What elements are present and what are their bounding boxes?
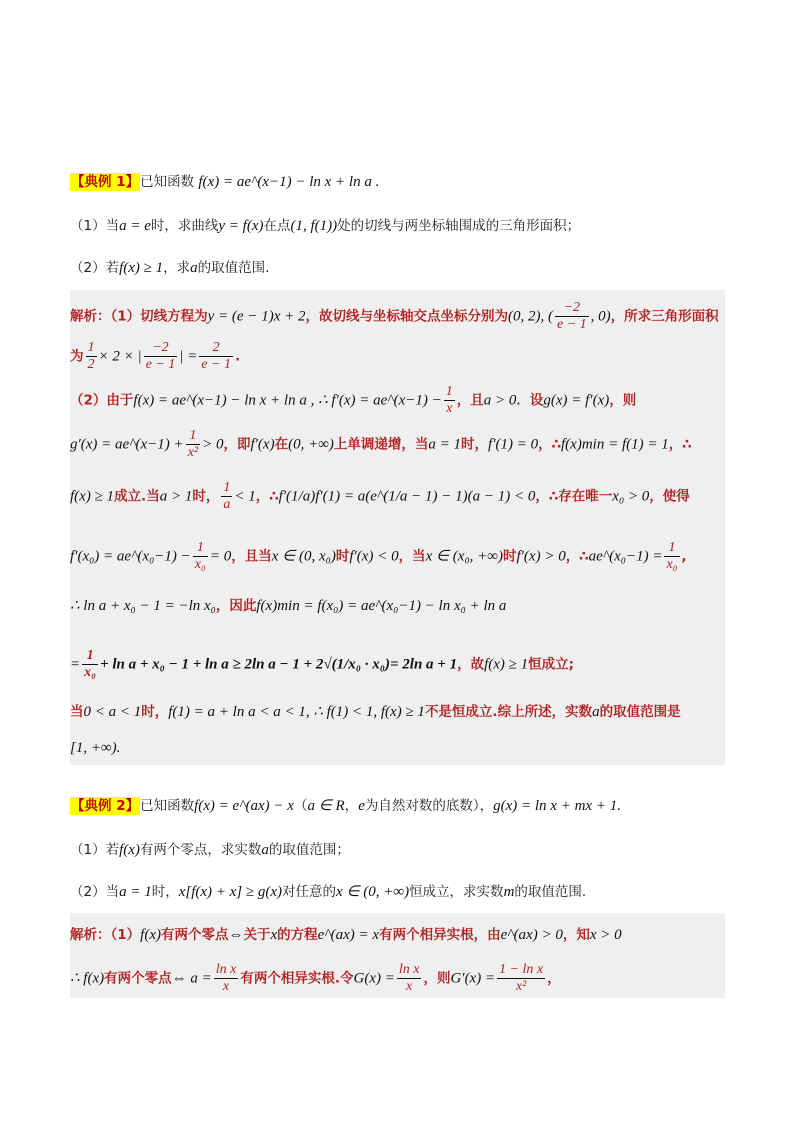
a-between: 0 < a < 1 <box>83 704 142 720</box>
q2-condition: f(x) ≥ 1 <box>119 260 164 276</box>
inequality: x[f(x) + x] ≥ g(x) <box>178 884 283 900</box>
numerator: ln x <box>215 962 237 977</box>
q2-variable: a <box>190 260 198 276</box>
denominator: x <box>222 979 230 994</box>
sol1-text: ，∴ <box>538 436 561 453</box>
exp-positive: e^(ax) > 0 <box>500 927 563 943</box>
sol1-text: ，且当 <box>231 548 272 565</box>
intercept-points-end: , 0) <box>590 308 611 325</box>
final-range: [1, +∞). <box>70 740 121 756</box>
q1-text: 时，求曲线 <box>150 218 219 234</box>
numerator: 1 <box>186 428 200 445</box>
sol2-text: 有两个相异实根.令 <box>240 970 354 987</box>
x-positive: x > 0 <box>589 927 622 943</box>
exp-equation: e^(ax) = x <box>317 927 380 943</box>
sol2-text: 的方程 <box>277 927 318 943</box>
numerator: ln x <box>398 962 420 977</box>
q2-text: 的取值范围. <box>197 260 270 276</box>
a-positive: a > 0 <box>483 392 517 409</box>
comma: ， <box>344 798 359 814</box>
sol1-l2-prefix: 为 <box>70 348 84 365</box>
sol2-text: 关于 <box>243 927 271 943</box>
sol1-text: ，∴存在唯一 <box>535 488 613 505</box>
sol1-text: 时 <box>502 548 517 565</box>
denominator: e − 1 <box>201 357 231 372</box>
result: ae^(x₀−1) = <box>588 548 663 565</box>
sol1-line-5 <box>70 480 725 513</box>
f-prime-x0: f′(x₀) = ae^(x₀−1) − <box>70 548 191 565</box>
example-2-question-2 <box>70 882 725 902</box>
f-prime: f′(x) <box>250 436 275 453</box>
denominator: x² <box>187 445 199 460</box>
example-2-question-1 <box>70 840 725 860</box>
q1-text: 处的切线与两坐标轴围成的三角形面积； <box>337 218 581 234</box>
sol2-text: 有两个零点 <box>104 970 172 987</box>
interval-1: x ∈ (0, x₀) <box>271 548 336 565</box>
fraction-lnx-over-x <box>397 962 422 995</box>
sol2-text: ，则 <box>423 970 451 987</box>
sol1-text: 恒成立; <box>528 656 575 673</box>
q2-prefix: （2）若 <box>70 260 120 276</box>
area-equals: | = <box>179 348 198 365</box>
variable-a: a <box>261 842 269 858</box>
q1-condition: a = e <box>119 218 151 234</box>
G-prime: G′(x) = <box>450 970 496 987</box>
numerator: −2 <box>144 340 178 357</box>
equals-zero: = 0 <box>209 548 232 565</box>
sol1-text: ，使得 <box>649 488 690 505</box>
f-min-x0: f(x)min = f(x₀) = ae^(x₀−1) − ln x₀ + ln a <box>256 598 507 614</box>
am-gm-result: = 2ln a + 1 <box>389 656 458 673</box>
a-equals-1: a = 1 <box>119 884 152 900</box>
a-equals-1: a = 1 <box>428 436 462 453</box>
fraction-1-over-x0 <box>82 648 98 681</box>
sol1-line-8 <box>70 648 725 681</box>
sol1-line-4 <box>70 428 725 461</box>
sol1-line-7 <box>70 596 725 616</box>
example-1-title <box>70 172 725 192</box>
sol2-text: 有两个零点 <box>160 927 229 943</box>
x-interval: x ∈ (0, +∞) <box>336 884 410 900</box>
product-inequality: f′(1/a)f′(1) = a(e^(1/a − 1) − 1)(a − 1) < 0 <box>278 488 536 505</box>
sol1-text: ，且 <box>456 392 484 409</box>
sol1-line-3 <box>70 384 725 417</box>
fraction-1-minus-lnx-over-x2 <box>497 962 545 995</box>
equals: = <box>70 656 81 673</box>
sol1-text: 时， <box>192 488 220 505</box>
denominator: x² <box>515 979 527 994</box>
sol2-line-2 <box>70 962 725 995</box>
log-equation: ∴ ln a + x₀ − 1 = −ln x₀ <box>70 598 216 614</box>
sol1-line-10 <box>70 738 725 758</box>
variable-x: x <box>270 927 278 943</box>
sol2-text: ， <box>547 970 561 987</box>
fraction-1-over-x <box>444 384 455 417</box>
denominator: x₀ <box>194 557 206 572</box>
sol1-part: （1）切线方程为 <box>110 308 208 325</box>
fraction-1-over-a <box>221 480 232 513</box>
q1-text: 有两个零点，求实数 <box>139 842 262 858</box>
numerator: 1 <box>82 648 98 665</box>
sol1-text: 上单调递增，当 <box>333 436 429 453</box>
sol1-text: 不是恒成立.综上所述，实数 <box>424 704 593 720</box>
x0-positive: x₀ > 0 <box>612 488 650 505</box>
variable-a: a <box>592 704 600 720</box>
f-prime-1: f′(1) = 0 <box>488 436 539 453</box>
square-root-expression: √(1/x₀ · x₀) <box>323 656 390 673</box>
fraction-1-over-x2 <box>186 428 200 461</box>
q1-point: (1, f(1)) <box>290 218 338 234</box>
q2-end: 的取值范围. <box>514 884 587 900</box>
g-derivative: g′(x) = ae^(x−1) + <box>70 436 184 453</box>
numerator: 1 − ln x <box>499 962 544 977</box>
sol1-line-2: 为 $\frac{1}{2}$ × 2 × | $\frac{-2}{e - 1}$ | = $\frac{2}{e - 1}$ . <box>70 340 241 372</box>
numerator: 1 <box>445 384 453 399</box>
am-gm-expression: + ln a + x₀ − 1 + ln a ≥ 2ln a − 1 + 2 <box>100 656 324 673</box>
tangent-equation: y = (e − 1)x + 2 <box>207 308 306 325</box>
variable-m: m <box>503 884 515 900</box>
iff-a-equals: ⇔ a = <box>171 970 212 987</box>
f-of-x: f(x) <box>140 927 161 943</box>
example-2-title <box>70 796 725 816</box>
sol2-line-1 <box>70 925 725 945</box>
sol1-text: 在 <box>274 436 289 453</box>
paren-text: 为自然对数的底数）， <box>364 798 494 814</box>
q1-curve: y = f(x) <box>218 218 264 234</box>
q1-prefix: （1）若 <box>70 842 120 858</box>
greater-than-zero: > 0 <box>202 436 224 453</box>
q2-prefix: （2）当 <box>70 884 120 900</box>
sol1-text: 成立.当 <box>114 488 160 505</box>
sol1-text: ．设 <box>516 392 544 409</box>
sol1-text: ，∴ <box>255 488 279 505</box>
area-expression: × 2 × | <box>98 348 142 365</box>
sol1-part-2: （2）由于 <box>70 392 134 409</box>
fraction-neg2-over-e-minus-1 <box>555 300 589 333</box>
sol2-text: ，知 <box>562 927 590 943</box>
sol1-text: 时， <box>141 704 169 720</box>
sol1-text: 的取值范围是 <box>599 704 681 720</box>
denominator: x <box>446 401 453 416</box>
interval-2: x ∈ (x₀, +∞) <box>425 548 503 565</box>
q1-end: 的取值范围； <box>268 842 350 858</box>
sol1-text: ，∴ <box>668 436 692 453</box>
sol2-part: （1） <box>110 927 141 943</box>
sol1-text: ，当 <box>398 548 426 565</box>
q2-text: 时， <box>151 884 179 900</box>
example-2-tag: 【典例 2】 <box>71 798 140 814</box>
numerator: 2 <box>199 340 233 357</box>
g-definition: g(x) = f′(x) <box>543 392 610 409</box>
example-1-question-2 <box>70 258 725 278</box>
numerator: 1 <box>87 340 95 355</box>
therefore-f: ∴ f(x) <box>70 970 105 987</box>
sol1-text: 当 <box>70 704 84 720</box>
sol1-line-9 <box>70 702 725 722</box>
example-2-function: f(x) = e^(ax) − x <box>194 798 294 814</box>
example-1-question-1 <box>70 216 725 236</box>
denominator: e − 1 <box>557 317 587 332</box>
denominator: 2 <box>87 357 95 372</box>
numerator: 1 <box>193 540 208 557</box>
q2-text: 恒成立，求实数 <box>409 884 504 900</box>
solution-label: 解析： <box>70 308 111 325</box>
sol1-tail: ，所求三角形面积 <box>610 308 719 325</box>
a-in-R: a ∈ R <box>307 798 345 814</box>
sol1-text: 时 <box>335 548 350 565</box>
G-definition: G(x) = <box>353 970 395 987</box>
fraction-neg2-over-e-minus-1 <box>144 340 178 373</box>
paren: （ <box>293 798 308 814</box>
fraction-2-over-e-minus-1 <box>199 340 233 373</box>
interval: (0, +∞) <box>288 436 334 453</box>
numerator: 1 <box>223 480 231 495</box>
f-ge-1: f(x) ≥ 1 <box>484 656 529 673</box>
fraction-lnx-over-x <box>214 962 239 995</box>
less-than-1: < 1 <box>234 488 256 505</box>
intercept-points: (0, 2), ( <box>508 308 553 325</box>
fraction-1-over-x0 <box>664 540 679 573</box>
q1-text: 在点 <box>263 218 291 234</box>
sol2-text: 有两个相异实根，由 <box>379 927 501 943</box>
sol1-line-6: f′(x₀) = ae^(x₀−1) − $\frac{1}{\text{x₀}}$ = 0，且当x ∈ (0, x₀)时f′(x) < 0，当x ∈ (x₀, +∞)时f′(x) > 0，∴ae^(x₀−1) = $\frac{1}{\text{x₀}}$ , <box>70 540 687 572</box>
sol1-text: 时， <box>461 436 489 453</box>
sol1-text: ，∴ <box>565 548 589 565</box>
example-1-tag: 【典例 1】 <box>71 174 140 190</box>
f-ge-1: f(x) ≥ 1 <box>70 488 115 505</box>
denominator: x₀ <box>84 665 97 680</box>
sol1-text: ，即 <box>223 436 251 453</box>
fraction-1-over-x0 <box>193 540 208 573</box>
denominator: x <box>406 979 413 994</box>
sol1-text: ，故切线与坐标轴交点坐标分别为 <box>305 308 508 325</box>
example-2-intro: 已知函数 <box>140 798 195 814</box>
counterexample: f(1) = a + ln a < a < 1, ∴ f(1) < 1, f(x) ≥ 1 <box>168 704 425 720</box>
a-gt-1: a > 1 <box>159 488 193 505</box>
solution-label: 解析： <box>70 927 111 943</box>
numerator: 1 <box>664 540 679 557</box>
example-1-intro: 已知函数 <box>140 174 195 190</box>
iff-symbol: ⇔ <box>228 927 244 943</box>
denominator: a <box>223 497 231 512</box>
sol1-text: ，故 <box>457 656 485 673</box>
f-prime-negative: f′(x) < 0 <box>349 548 399 565</box>
q2-text: 对任意的 <box>282 884 337 900</box>
fraction-one-half <box>86 340 97 373</box>
g-function: g(x) = ln x + mx + 1. <box>493 798 621 814</box>
derivative-equation: f(x) = ae^(x−1) − ln x + ln a , ∴ f′(x) = ae^(x−1) − <box>133 392 442 409</box>
q1-prefix: （1）当 <box>70 218 120 234</box>
denominator: e − 1 <box>145 357 176 372</box>
sol1-line-1 <box>70 300 725 333</box>
sol1-text: ，因此 <box>215 598 257 614</box>
q2-text: ，求 <box>163 260 191 276</box>
numerator: −2 <box>555 300 589 317</box>
example-1-function: f(x) = ae^(x−1) − ln x + ln a . <box>198 174 380 190</box>
f-of-x: f(x) <box>119 842 140 858</box>
euler-e: e <box>358 798 365 814</box>
f-min: f(x)min = f(1) = 1 <box>561 436 669 453</box>
f-prime-positive: f′(x) > 0 <box>516 548 566 565</box>
sol1-text: ，则 <box>609 392 637 409</box>
denominator: x₀ <box>666 557 678 572</box>
